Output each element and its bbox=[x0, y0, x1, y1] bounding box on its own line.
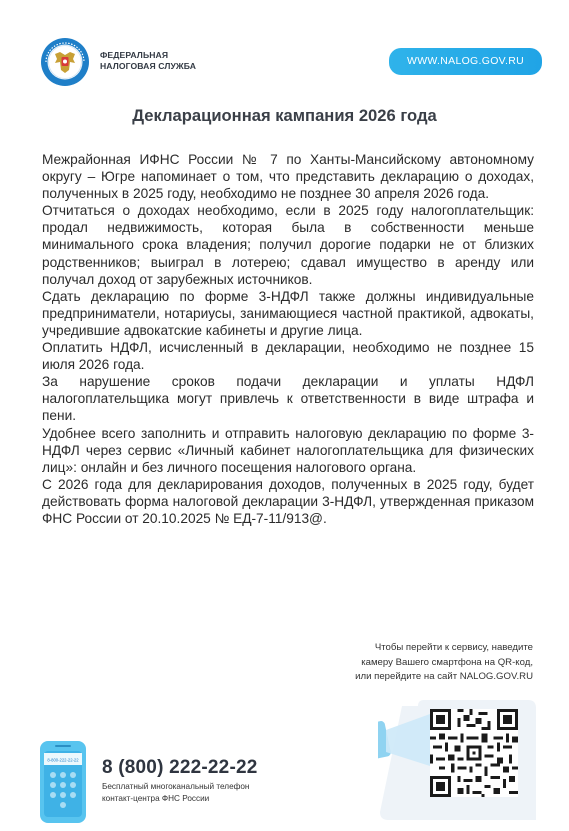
paragraph: Оплатить НДФЛ, исчисленный в декларации, необходимо не позднее 15 июля 2026 года. bbox=[42, 340, 534, 373]
phone-screen-number: 8-800-222-22-22 bbox=[47, 757, 79, 763]
qr-code-icon[interactable] bbox=[430, 709, 518, 797]
org-name bbox=[100, 50, 196, 72]
paragraph: С 2026 года для декларирования доходов, полученных в 2025 году, будет действовать форма налоговой декларации 3-НДФЛ, утвержденная приказом ФНС России от 20.10.2025 № ЕД-7-11/913@. bbox=[42, 476, 534, 526]
paragraph: За нарушение сроков подачи декларации и уплаты НДФЛ налогоплательщика могут привлечь к ответственности в виде штрафа и пени. bbox=[42, 374, 534, 424]
qr-hint-line2: камеру Вашего смартфона на QR-код, bbox=[361, 656, 533, 668]
page-header bbox=[0, 0, 569, 90]
org-name-line1: ФЕДЕРАЛЬНАЯ bbox=[100, 50, 169, 60]
paragraph: Удобнее всего заполнить и отправить налоговую декларацию по форме 3-НДФЛ через сервис «Личный кабинет налогоплательщика для физических лиц»: онлайн и без личного посещения налогового органа. bbox=[42, 425, 534, 475]
page-title: Декларационная кампания 2026 года bbox=[132, 106, 437, 125]
paragraph: Отчитаться о доходах необходимо, если в 2025 году налогоплательщик: продал недвижимость, которая была в собственности меньше минимального срока владения; получил дорогие подарки не от близких родственников; выиграл в лотерею; сдавал имущество в аренду или получал доход от зарубежных источников. bbox=[42, 203, 534, 287]
hotline-description bbox=[102, 781, 249, 804]
website-link-button[interactable]: WWW.NALOG.GOV.RU bbox=[389, 48, 542, 75]
phone-icon bbox=[40, 741, 86, 823]
hotline-desc-line2: контакт-центра ФНС России bbox=[102, 793, 210, 803]
fns-emblem-icon bbox=[40, 37, 90, 87]
hotline-desc-line1: Бесплатный многоканальный телефон bbox=[102, 782, 250, 791]
paragraph: Межрайонная ИФНС России № 7 по Ханты-Мансийскому автономному округу – Югре напоминает о том, что представить декларацию о доходах, полученных в 2025 году, необходимо не позднее 30 апреля 2026 года. bbox=[42, 152, 534, 202]
article-body bbox=[42, 151, 534, 527]
hotline-phone-number[interactable]: 8 (800) 222-22-22 bbox=[102, 757, 258, 778]
qr-hint-line1: Чтобы перейти к сервису, наведите bbox=[374, 642, 533, 653]
qr-hint-line3: или перейдите на сайт NALOG.GOV.RU bbox=[355, 671, 533, 683]
paragraph: Сдать декларацию по форме 3-НДФЛ также должны индивидуальные предприниматели, нотариусы, занимающиеся частной практикой, адвокаты, учредившие адвокатские кабинеты и другие лица. bbox=[42, 288, 534, 338]
org-name-line2: НАЛОГОВАЯ СЛУЖБА bbox=[100, 61, 197, 71]
qr-hint bbox=[273, 641, 533, 685]
